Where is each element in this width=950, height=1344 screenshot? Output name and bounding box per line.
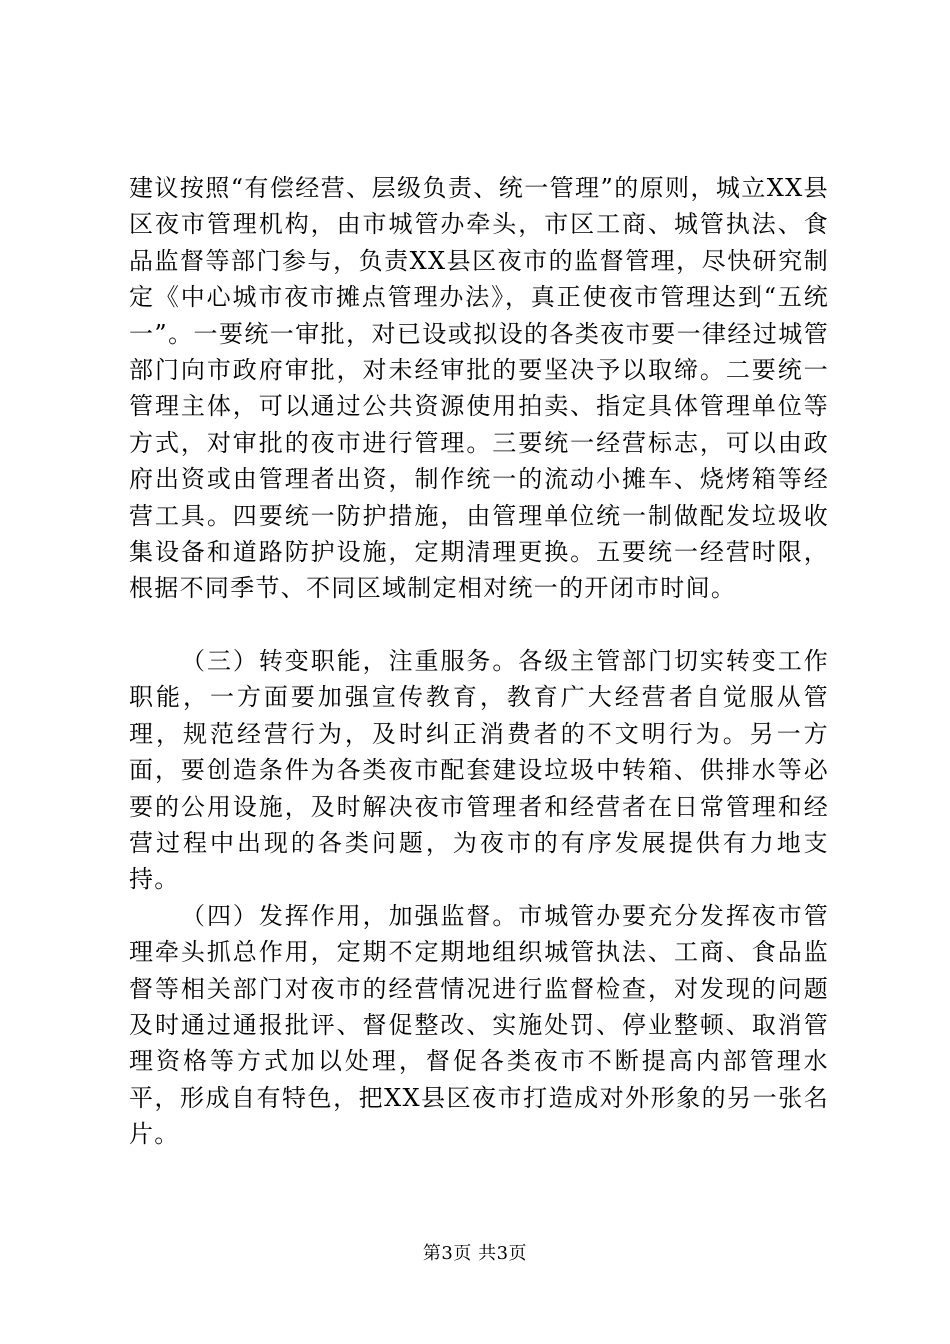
paragraph-transform-functions: （三）转变职能，注重服务。各级主管部门切实转变工作职能，一方面要加强宣传教育，教育广大经营者自觉服从管理，规范经营行为，及时纠正消费者的不文明行为。另一方面，要创造条件为各类夜市配套建设垃圾中转箱、供排水等必要的公用设施，及时解决夜市管理者和经营者在日常管理和经营过程中出现的各类问题，为夜市的有序发展提供有力地支持。 bbox=[129, 646, 829, 894]
document-body bbox=[129, 170, 829, 1153]
page-number-footer: 第3页 共3页 bbox=[422, 1243, 528, 1264]
paragraph-strengthen-supervision: （四）发挥作用，加强监督。市城管办要充分发挥夜市管理牵头抓总作用，定期不定期地组织城管执法、工商、食品监督等相关部门对夜市的经营情况进行监督检查，对发现的问题及时通过通报批评、督促整改、实施处罚、停业整顿、取消管理资格等方式加以处理，督促各类夜市不断提高内部管理水平，形成自有特色，把XX县区夜市打造成对外形象的另一张名片。 bbox=[129, 901, 829, 1149]
paragraph-five-unifications: 建议按照“有偿经营、层级负责、统一管理”的原则，城立XX县区夜市管理机构，由市城管办牵头，市区工商、城管执法、食品监督等部门参与，负责XX县区夜市的监督管理，尽快研究制定《中心城市夜市摊点管理办法》，真正使夜市管理达到“五统一”。一要统一审批，对已设或拟设的各类夜市要一律经过城管部门向市政府审批，对未经审批的要坚决予以取缔。二要统一管理主体，可以通过公共资源使用拍卖、指定具体管理单位等方式，对审批的夜市进行管理。三要统一经营标志，可以由政府出资或由管理者出资，制作统一的流动小摊车、烧烤箱等经营工具。四要统一防护措施，由管理单位统一制做配发垃圾收集设备和道路防护设施，定期清理更换。五要统一经营时限，根据不同季节、不同区域制定相对统一的开闭市时间。 bbox=[129, 174, 829, 603]
